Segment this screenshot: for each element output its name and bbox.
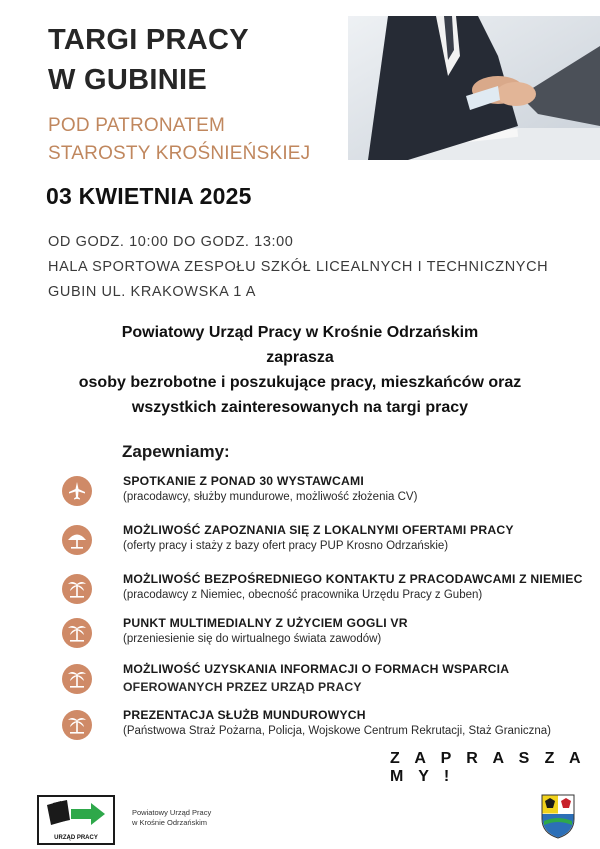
offer-item-title: MOŻLIWOŚĆ UZYSKANIA INFORMACJI O FORMACH WSPARCIA bbox=[123, 662, 510, 676]
offer-item bbox=[0, 572, 600, 616]
offer-item-desc: (oferty pracy i staży z bazy ofert pracy PUP Krosno Odrzańskie) bbox=[123, 540, 449, 552]
offer-item bbox=[0, 616, 600, 660]
logo-arrow-icon bbox=[39, 797, 113, 833]
offer-heading: Zapewniamy: bbox=[122, 442, 230, 461]
offer-item-title: SPOTKANIE Z PONAD 30 WYSTAWCAMI bbox=[123, 474, 364, 488]
offer-item-title: PREZENTACJA SŁUŻB MUNDUROWYCH bbox=[123, 708, 366, 722]
offer-item-desc: (Państwowa Straż Pożarna, Policja, Wojskowe Centrum Rekrutacji, Staż Graniczna) bbox=[123, 725, 552, 737]
palm-tree-icon bbox=[62, 574, 92, 604]
palm-tree-icon bbox=[62, 618, 92, 648]
offer-item-title: MOŻLIWOŚĆ BEZPOŚREDNIEGO KONTAKTU Z PRACODAWCAMI Z NIEMIEC bbox=[123, 572, 583, 586]
event-title-line1: TARGI PRACY bbox=[48, 24, 249, 56]
event-address: GUBIN UL. KRAKOWSKA 1 A bbox=[48, 284, 256, 300]
offer-item-desc: (przeniesienie się do wirtualnego świata zawodów) bbox=[123, 633, 382, 645]
invitation-verb: zaprasza bbox=[266, 349, 334, 366]
patronage-line1: POD PATRONATEM bbox=[48, 115, 225, 136]
offer-item bbox=[0, 474, 600, 518]
offer-item-title: PUNKT MULTIMEDIALNY Z UŻYCIEM GOGLI VR bbox=[123, 616, 408, 630]
offer-item bbox=[0, 708, 600, 752]
invitation-organizer: Powiatowy Urząd Pracy w Krośnie Odrzańskim bbox=[121, 324, 479, 341]
event-hours: OD GODZ. 10:00 DO GODZ. 13:00 bbox=[48, 234, 294, 250]
logo-label: URZĄD PRACY bbox=[54, 835, 98, 841]
offer-item-desc: (pracodawcy, służby mundurowe, możliwość złożenia CV) bbox=[123, 491, 418, 503]
invitation-purpose: wszystkich zainteresowanych na targi pracy bbox=[131, 399, 469, 416]
county-crest-icon bbox=[540, 793, 576, 839]
palm-tree-icon bbox=[62, 710, 92, 740]
urzad-pracy-logo bbox=[37, 795, 115, 845]
invitation-audience: osoby bezrobotne i poszukujące pracy, mieszkańców oraz bbox=[78, 374, 522, 391]
palm-tree-icon bbox=[62, 664, 92, 694]
offer-item-title: MOŻLIWOŚĆ ZAPOZNANIA SIĘ Z LOKALNYMI OFERTAMI PRACY bbox=[123, 523, 514, 537]
umbrella-icon bbox=[62, 525, 92, 555]
handshake-photo bbox=[348, 16, 600, 160]
closing-invitation: Z A P R A S Z A M Y ! bbox=[390, 750, 586, 785]
event-title-line2: W GUBINIE bbox=[48, 64, 207, 96]
patronage-line2: STAROSTY KROŚNIEŃSKIEJ bbox=[48, 143, 311, 164]
offer-item bbox=[0, 662, 600, 706]
airplane-icon bbox=[62, 476, 92, 506]
offer-item-desc: OFEROWANYCH PRZEZ URZĄD PRACY bbox=[123, 680, 362, 694]
footer-organization bbox=[132, 808, 211, 828]
offer-item bbox=[0, 523, 600, 567]
footer-org-line2: w Krośnie Odrzańskim bbox=[132, 818, 208, 827]
footer-org-line1: Powiatowy Urząd Pracy bbox=[132, 808, 212, 817]
event-date: 03 KWIETNIA 2025 bbox=[46, 183, 252, 209]
event-venue: HALA SPORTOWA ZESPOŁU SZKÓŁ LICEALNYCH I TECHNICZNYCH bbox=[48, 259, 549, 275]
offer-item-desc: (pracodawcy z Niemiec, obecność pracownika Urzędu Pracy z Guben) bbox=[123, 589, 483, 601]
